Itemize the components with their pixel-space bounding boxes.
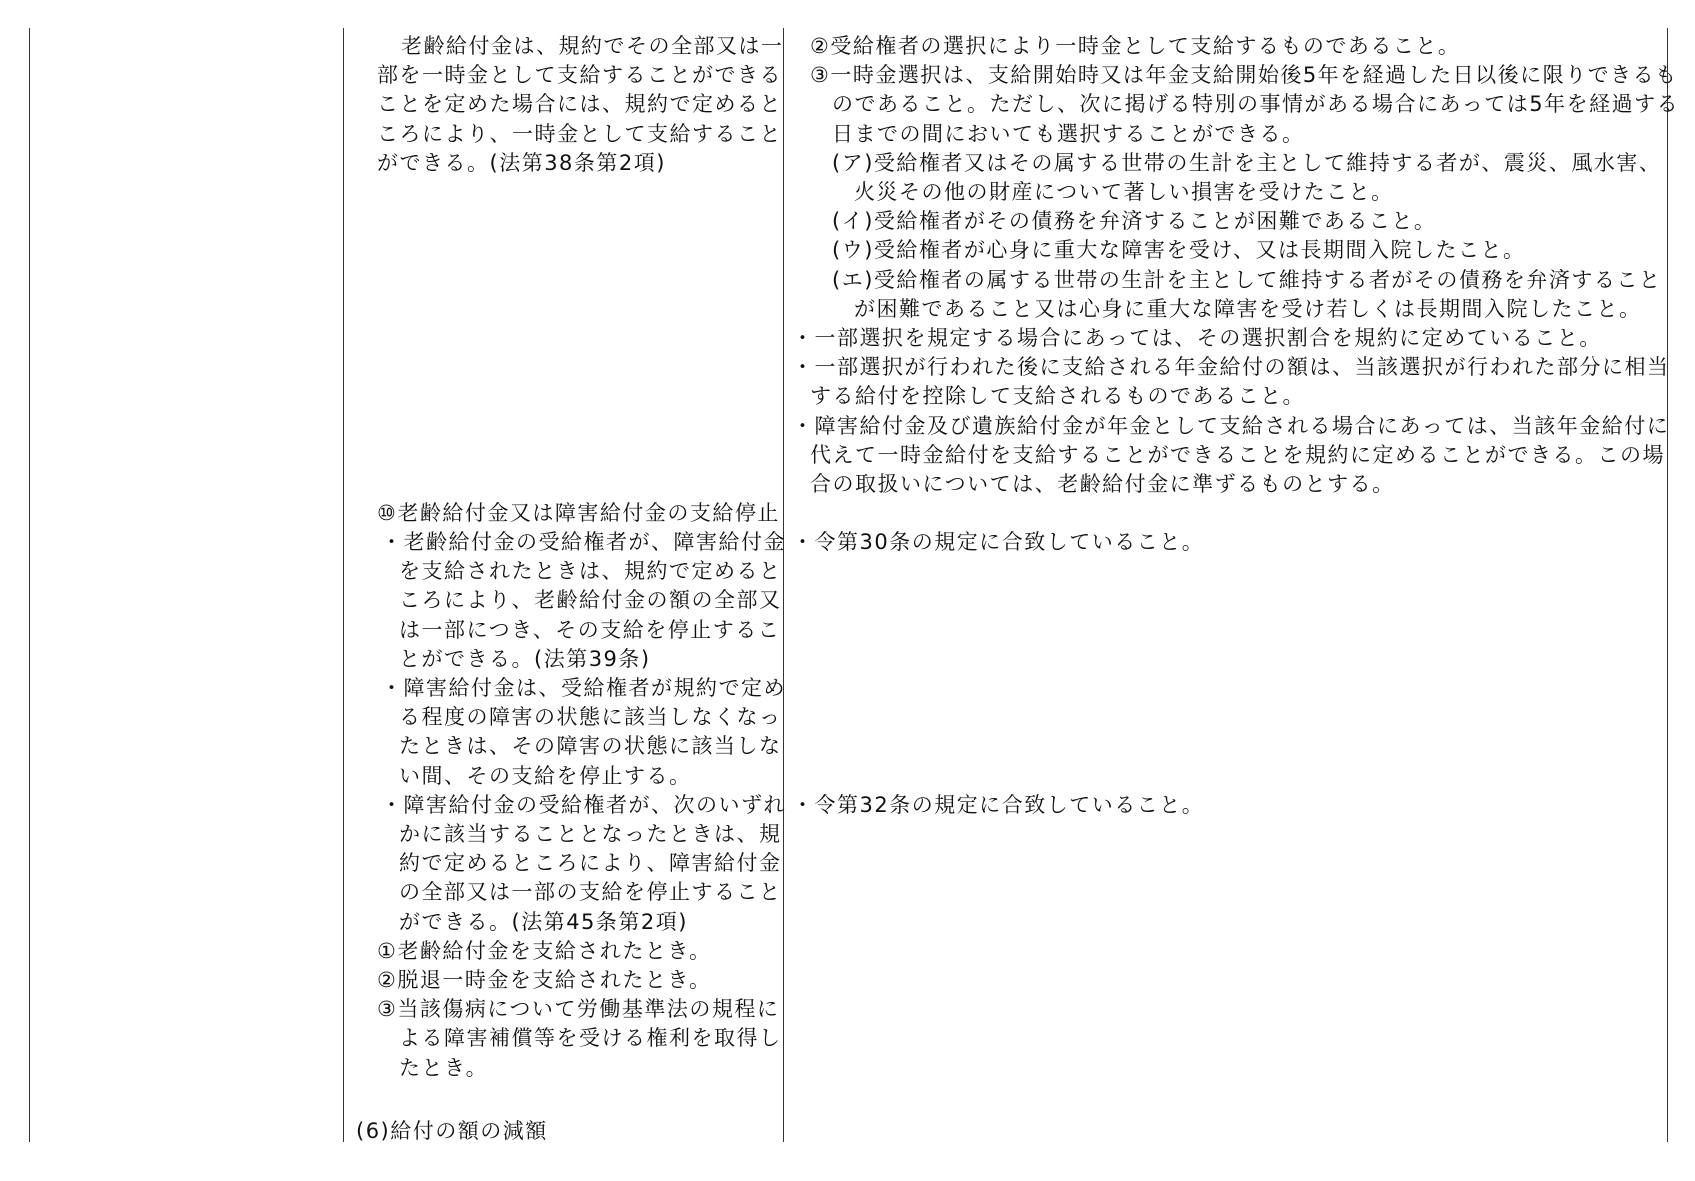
provision-line: ③当該傷病について労働基準法の規程に [377,997,780,1022]
provision-line: を支給されたときは、規約で定めると [399,559,782,584]
criteria-column [790,32,1680,817]
provision-line: の全部又は一部の支給を停止すること [399,880,782,905]
criteria-line: (エ)受給権者の属する世帯の生計を主として維持する者がその債務を弁済すること [832,267,1662,292]
provision-line: ことを定めた場合には、規約で定めると [377,92,782,117]
criteria-line: 火災その他の財産について著しい損害を受けたこと。 [854,180,1394,205]
provision-line: 約で定めるところにより、障害給付金 [399,851,782,876]
provision-line: ができる。(法第38条第2項) [377,150,666,175]
provision-line: かに該当することとなったときは、規 [399,822,782,847]
provision-line: は一部につき、その支給を停止するこ [399,617,781,642]
provision-line: ①老齢給付金を支給されたとき。 [377,938,712,963]
criteria-line: 合の取扱いについては、老齢給付金に準ずるものとする。 [810,472,1395,497]
criteria-line: 日までの間においても選択することができる。 [832,121,1305,146]
provision-line: ころにより、老齢給付金の額の全部又 [399,588,782,613]
provision-line: たとき。 [399,1055,489,1080]
criteria-line: ・一部選択が行われた後に支給される年金給付の額は、当該選択が行われた部分に相当 [792,355,1670,380]
criteria-line: ・一部選択を規定する場合にあっては、その選択割合を規約に定めていること。 [792,326,1602,351]
provision-column [343,32,786,1143]
provision-line: たときは、その障害の状態に該当しな [399,734,782,759]
table-border-left [29,28,30,1142]
table-border-right [1667,28,1668,1142]
provision-line: ができる。(法第45条第2項) [399,909,688,934]
provision-line: 老齢給付金は、規約でその全部又は一 [401,34,784,58]
provision-line: とができる。(法第39条) [399,646,651,671]
provision-line: ②脱退一時金を支給されたとき。 [377,968,712,993]
criteria-line: ・令第30条の規定に合致していること。 [792,530,1205,554]
provision-line: る程度の障害の状態に該当しなくなっ [399,705,782,730]
criteria-line: のであること。ただし、次に掲げる特別の事情がある場合にあっては5年を経過する [832,92,1680,117]
provision-line: 部を一時金として支給することができる [377,63,782,88]
section-heading-suspension: ⑩老齢給付金又は障害給付金の支給停止 [377,501,780,525]
provision-line: い間、その支給を停止する。 [399,763,692,788]
criteria-line: する給付を控除して支給されるものであること。 [810,384,1305,409]
criteria-line: ・令第32条の規定に合致していること。 [792,793,1205,817]
criteria-line: (イ)受給権者がその債務を弁済することが困難であること。 [832,209,1437,234]
criteria-line: ②受給権者の選択により一時金として支給するものであること。 [810,34,1461,58]
provision-line: ・障害給付金は、受給権者が規約で定め [381,676,786,701]
criteria-line: (ア)受給権者又はその属する世帯の生計を主として維持する者が、震災、風水害、 [832,150,1662,175]
criteria-line: ・障害給付金及び遺族給付金が年金として支給される場合にあっては、当該年金給付に [792,413,1670,438]
criteria-line: (ウ)受給権者が心身に重大な障害を受け、又は長期間入院したこと。 [832,238,1526,263]
criteria-line: 代えて一時金給付を支給することができることを規約に定めることができる。この場 [810,442,1665,467]
section-heading-reduction: (6)給付の額の減額 [356,1119,548,1143]
criteria-line: ③一時金選択は、支給開始時又は年金支給開始後5年を経過した日以後に限りできるも [810,63,1678,88]
criteria-line: が困難であること又は心身に重大な障害を受け若しくは長期間入院したこと。 [854,296,1642,321]
provision-line: ・障害給付金の受給権者が、次のいずれ [381,792,786,817]
provision-line: ころにより、一時金として支給すること [377,121,782,146]
provision-line: よる障害補償等を受ける権利を取得し [399,1026,782,1051]
provision-line: ・老齢給付金の受給権者が、障害給付金 [381,530,786,554]
